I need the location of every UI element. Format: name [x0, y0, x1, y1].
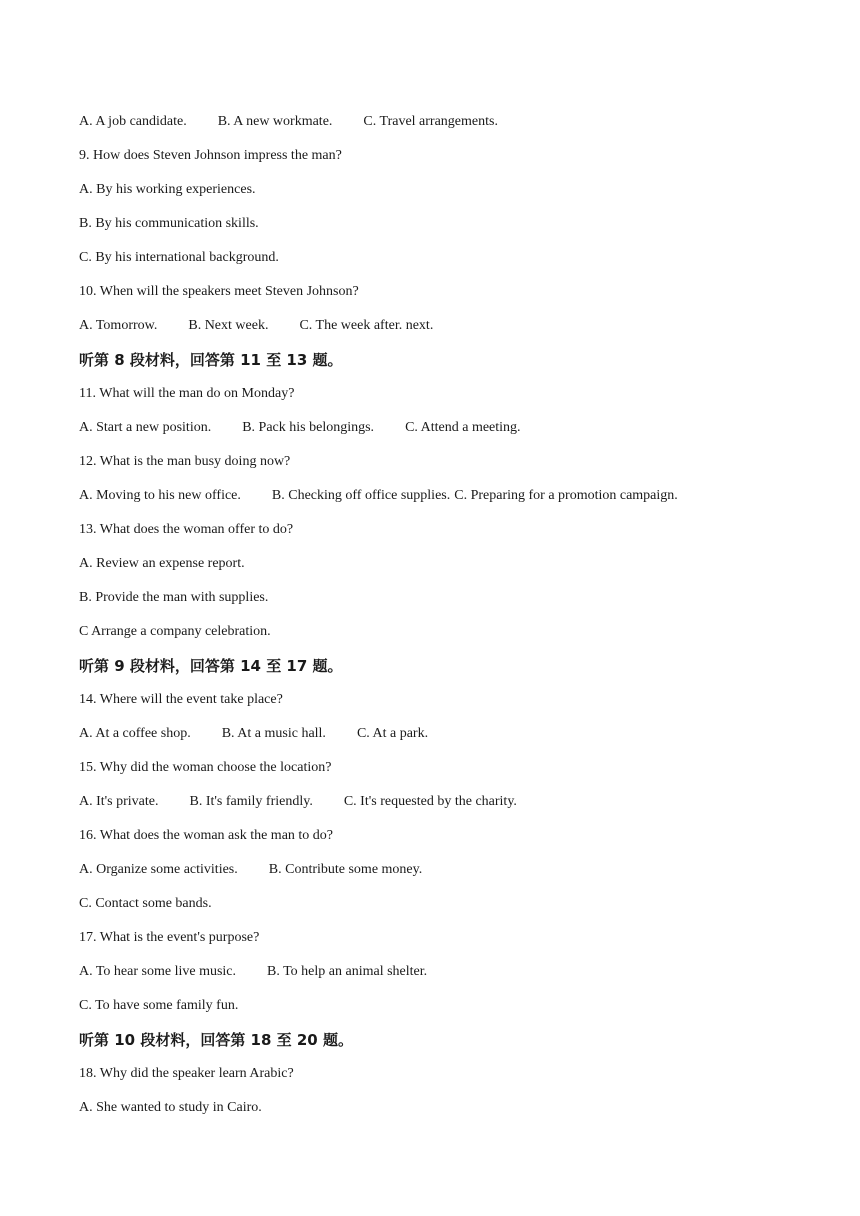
option-text: A. Moving to his new office. — [79, 488, 241, 503]
option-text: C. The week after. next. — [299, 318, 434, 333]
option-text: A. Organize some activities. — [79, 862, 238, 877]
options-line — [79, 860, 779, 894]
option-text: A. At a coffee shop. — [79, 726, 191, 741]
option-text: A. To hear some live music. — [79, 964, 237, 979]
options-line — [79, 486, 779, 520]
option-text: A. A job candidate. — [79, 114, 187, 129]
option-text: C. By his international background. — [79, 250, 279, 265]
option-text: C. Preparing for a promotion campaign. — [454, 488, 678, 503]
question-text: 11. What will the man do on Monday? — [79, 386, 295, 401]
question-text: 9. How does Steven Johnson impress the man? — [79, 148, 342, 163]
option-text: B. At a music hall. — [221, 726, 326, 741]
option-text: C. To have some family fun. — [79, 998, 239, 1013]
document-page — [79, 112, 779, 1132]
question-text: 16. What does the woman ask the man to do? — [79, 828, 334, 843]
options-line — [79, 724, 779, 758]
options-line — [79, 316, 779, 350]
option-text: B. Next week. — [188, 318, 269, 333]
question-text: 15. Why did the woman choose the location? — [79, 760, 332, 775]
option-text: A. Start a new position. — [79, 420, 212, 435]
option-text: C. At a park. — [356, 726, 429, 741]
option-text: A. She wanted to study in Cairo. — [79, 1100, 262, 1115]
option-text: A. It's private. — [79, 794, 159, 809]
question-text: 17. What is the event's purpose? — [79, 930, 260, 945]
option-text: B. Pack his belongings. — [242, 420, 375, 435]
options-line — [79, 418, 779, 452]
option-text: B. Checking off office supplies. — [271, 488, 451, 503]
option-text: B. To help an animal shelter. — [267, 964, 428, 979]
option-text: B. It's family friendly. — [189, 794, 313, 809]
options-line — [79, 962, 779, 996]
option-text: B. Contribute some money. — [268, 862, 423, 877]
option-text: A. By his working experiences. — [79, 182, 256, 197]
option-text: C Arrange a company celebration. — [79, 624, 271, 639]
section-heading: 听第 8 段材料，回答第 11 至 13 题。 — [79, 351, 343, 369]
question-text: 18. Why did the speaker learn Arabic? — [79, 1066, 294, 1081]
option-text: A. Review an expense report. — [79, 556, 245, 571]
option-text: B. By his communication skills. — [79, 216, 259, 231]
question-text: 14. Where will the event take place? — [79, 692, 283, 707]
question-text: 12. What is the man busy doing now? — [79, 454, 291, 469]
question-text: 13. What does the woman offer to do? — [79, 522, 294, 537]
option-text: C. It's requested by the charity. — [343, 794, 517, 809]
option-text: B. Provide the man with supplies. — [79, 590, 269, 605]
option-text: C. Travel arrangements. — [363, 114, 498, 129]
option-text: C. Contact some bands. — [79, 896, 212, 911]
section-heading: 听第 9 段材料，回答第 14 至 17 题。 — [79, 657, 343, 675]
section-heading: 听第 10 段材料，回答第 18 至 20 题。 — [79, 1031, 353, 1049]
option-text: B. A new workmate. — [217, 114, 333, 129]
option-text: A. Tomorrow. — [79, 318, 158, 333]
options-line — [79, 792, 779, 826]
option-text: C. Attend a meeting. — [405, 420, 521, 435]
options-line — [79, 112, 779, 146]
question-text: 10. When will the speakers meet Steven Johnson? — [79, 284, 359, 299]
